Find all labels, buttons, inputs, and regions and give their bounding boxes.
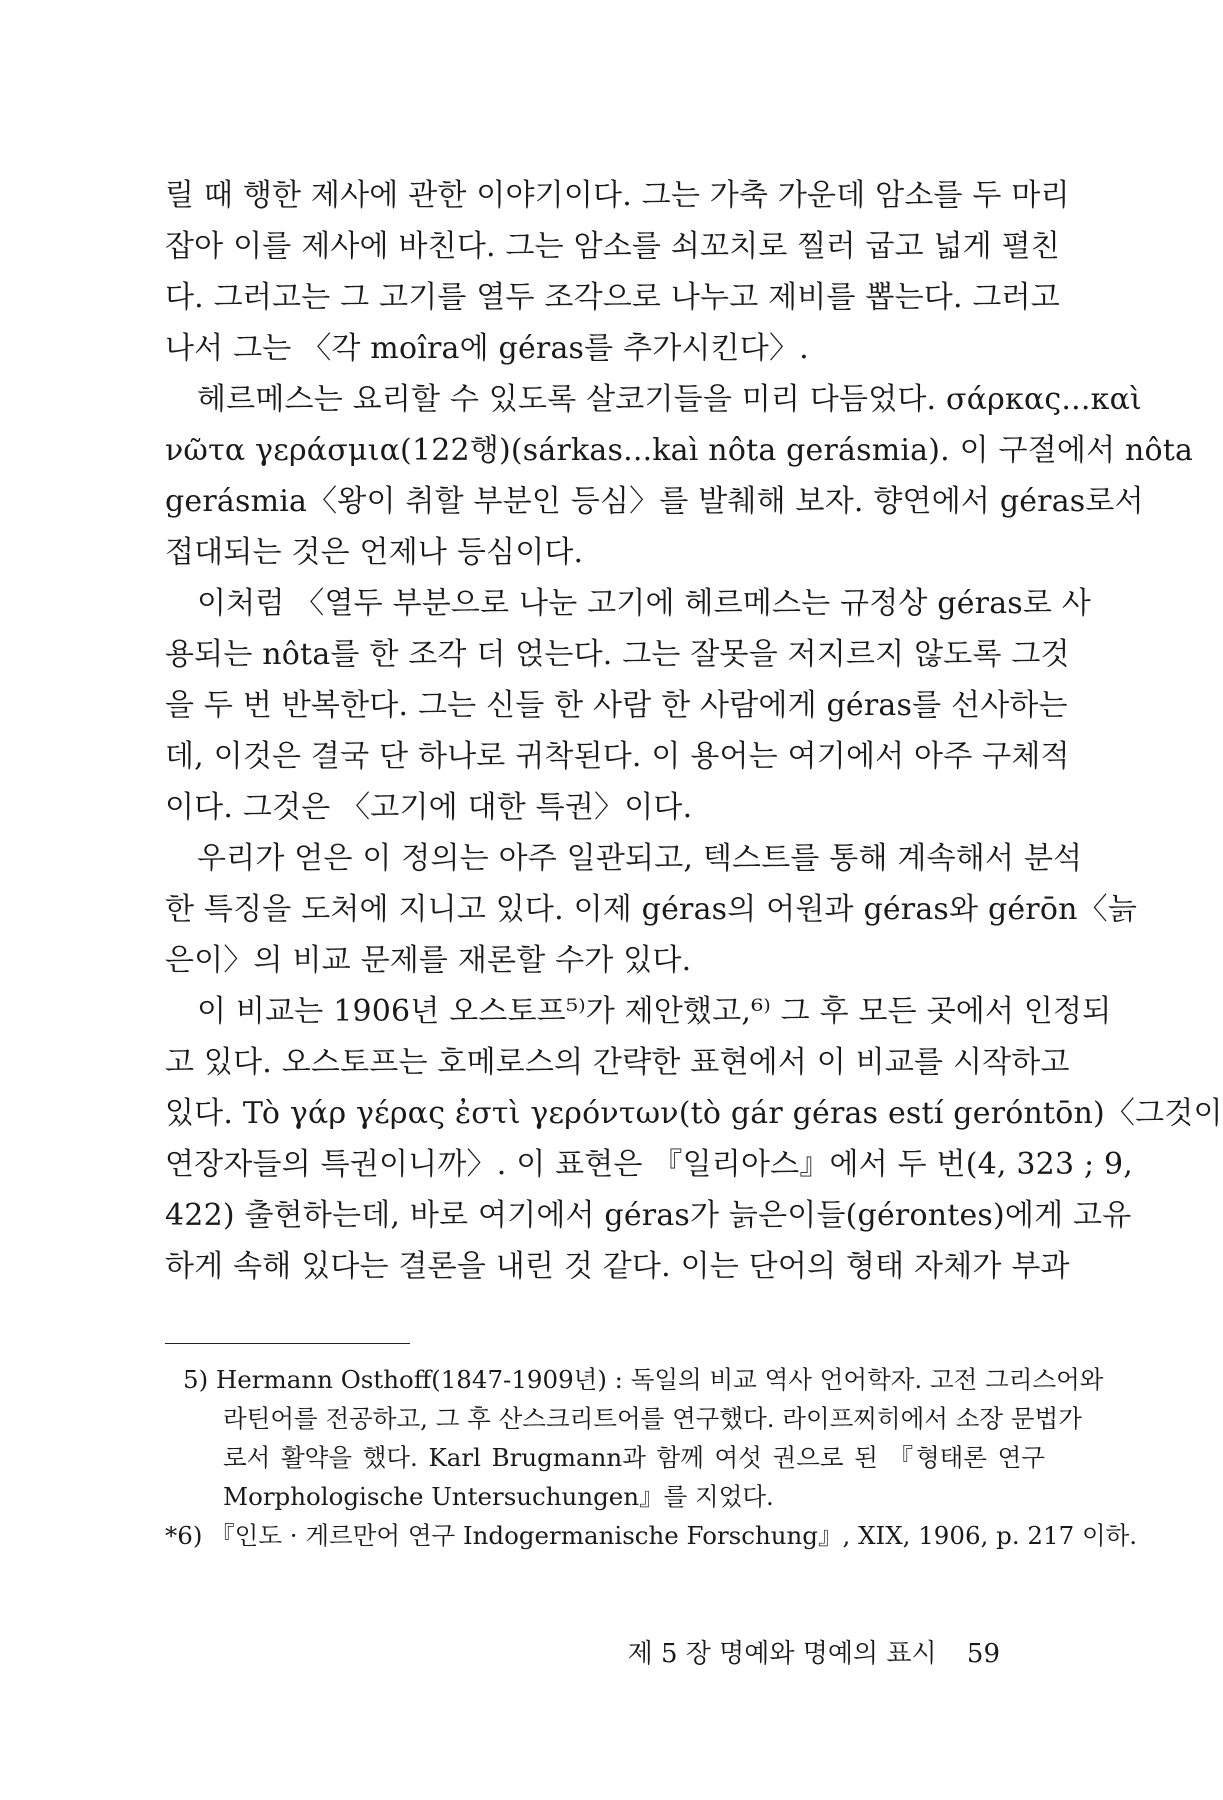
- footnote-line: *6) 『인도 · 게르만어 연구 Indogermanische Forschung』, XIX, 1906, p. 217 이하.: [165, 1521, 1138, 1550]
- text-line: 을 두 번 반복한다. 그는 신들 한 사람 한 사람에게 géras를 선사하는: [165, 688, 1068, 723]
- footnote-line: 로서 활약을 했다. Karl Brugmann과 함께 여섯 권으로 된 『형태론 연구: [223, 1443, 1045, 1472]
- text-line: 릴 때 행한 제사에 관한 이야기이다. 그는 가축 가운데 암소를 두 마리: [165, 178, 1070, 213]
- text-line: 나서 그는 〈각 moîra에 géras를 추가시킨다〉.: [165, 331, 809, 366]
- page-footer: [628, 1637, 1000, 1671]
- footnote-line: 5) Hermann Osthoff(1847-1909년) : 독일의 비교 역사 언어학자. 고전 그리스어와: [183, 1365, 1104, 1394]
- text-line: 연장자들의 특권이니까〉. 이 표현은 『일리아스』에서 두 번(4, 323 ; 9,: [165, 1147, 1134, 1182]
- text-line: gerásmia〈왕이 취할 부분인 등심〉를 발췌해 보자. 향연에서 géras로서: [165, 484, 1144, 519]
- text-line: 용되는 nôta를 한 조각 더 얹는다. 그는 잘못을 저지르지 않도록 그것: [165, 637, 1070, 672]
- text-line: νῶτα γεράσμια(122행)(sárkas...kaì nôta gerásmia). 이 구절에서 nôta: [165, 433, 1194, 468]
- text-line: 이 비교는 1906년 오스토프⁵⁾가 제안했고,⁶⁾ 그 후 모든 곳에서 인정되: [197, 994, 1112, 1029]
- page-number: 59: [966, 1639, 1000, 1669]
- text-line: 데, 이것은 결국 단 하나로 귀착된다. 이 용어는 여기에서 아주 구체적: [165, 739, 1070, 774]
- text-line: 잡아 이를 제사에 바친다. 그는 암소를 쇠꼬치로 찔러 굽고 넓게 펼친: [165, 229, 1060, 264]
- running-footer-title: 제 5 장 명예와 명예의 표시: [627, 1639, 937, 1669]
- text-line: 하게 속해 있다는 결론을 내린 것 같다. 이는 단어의 형태 자체가 부과: [165, 1249, 1070, 1284]
- text-line: 은이〉의 비교 문제를 재론할 수가 있다.: [165, 943, 692, 978]
- text-line: 접대되는 것은 언제나 등심이다.: [165, 535, 584, 570]
- text-line: 고 있다. 오스토프는 호메로스의 간략한 표현에서 이 비교를 시작하고: [165, 1045, 1070, 1080]
- text-line: 헤르메스는 요리할 수 있도록 살코기들을 미리 다듬었다. σάρκας...καὶ: [197, 382, 1142, 417]
- text-line: 우리가 얻은 이 정의는 아주 일관되고, 텍스트를 통해 계속해서 분석: [197, 841, 1083, 876]
- text-line: 있다. Tò γάρ γέρας ἐστὶ γερόντων(tò gár géras estí gerόntōn)〈그것이: [165, 1096, 1223, 1131]
- footnote-divider: [165, 1343, 410, 1344]
- footnotes: [165, 1360, 1138, 1555]
- body-text: [165, 170, 1223, 1292]
- text-line: 422) 출현하는데, 바로 여기에서 géras가 늙은이들(gérontes)에게 고유: [165, 1198, 1132, 1233]
- text-line: 한 특징을 도처에 지니고 있다. 이제 géras의 어원과 géras와 gérōn〈늙: [165, 892, 1138, 927]
- text-line: 이다. 그것은 〈고기에 대한 특권〉이다.: [165, 790, 693, 825]
- footnote-line: Morphologische Untersuchungen』를 지었다.: [223, 1482, 774, 1511]
- text-line: 다. 그러고는 그 고기를 열두 조각으로 나누고 제비를 뽑는다. 그러고: [165, 280, 1060, 315]
- text-line: 이처럼 〈열두 부분으로 나눈 고기에 헤르메스는 규정상 géras로 사: [197, 586, 1091, 621]
- footnote-line: 라틴어를 전공하고, 그 후 산스크리트어를 연구했다. 라이프찌히에서 소장 문법가: [223, 1404, 1082, 1433]
